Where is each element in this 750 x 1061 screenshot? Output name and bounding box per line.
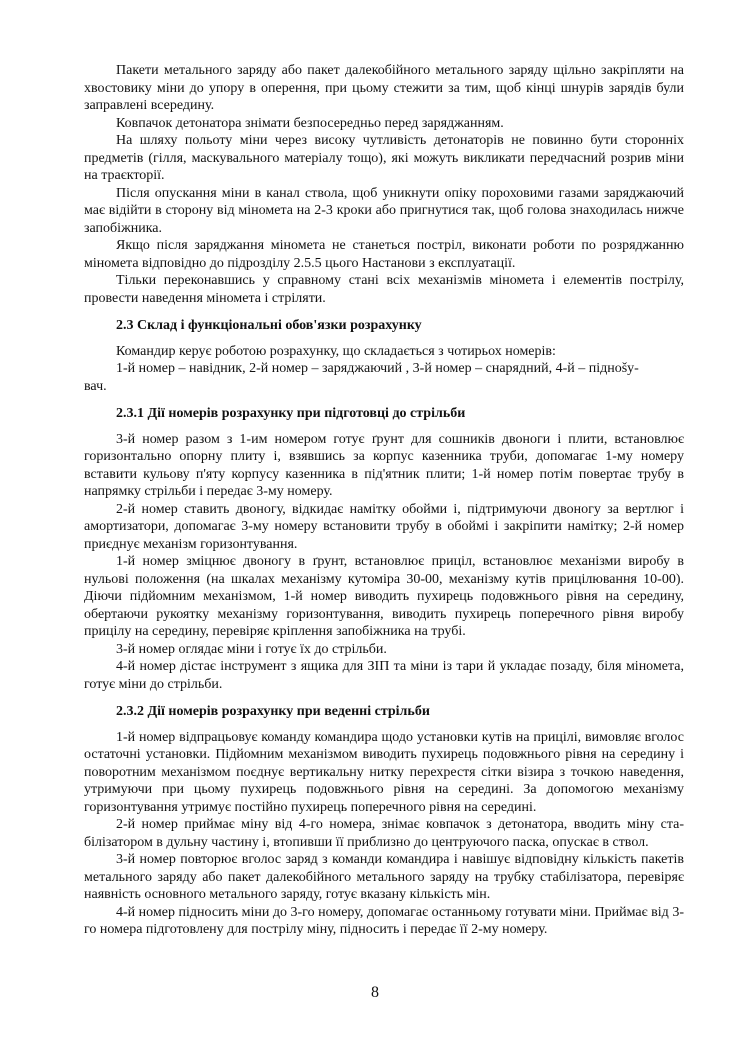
paragraph: 2-й номер ставить двоногу, відкидає намітку обойми і, підтримуючи двоногу за вертлюг і амортизатори, допомагає 3-му номеру встановити трубу в обоймі і закріпити намітку; 2-й номер приєднує механізм горизонтування. <box>84 501 684 552</box>
paragraph: 3-й номер повторює вголос заряд з команди командира і навішує відповідну кількість пакетів метального заряду або пакет далекобійного метального заряду на трубку стабілізатора, перевіряє наявність основного метального заряду, готує вказану кількість мін. <box>84 852 684 902</box>
paragraph-continuation: вач. <box>84 378 107 394</box>
paragraph: 1-й номер відпрацьовує команду командира щодо установки кутів на прицілі, вимовляє вголос остаточні установки. Підйомним механізмом виводить пухирець подовжнього рівня на середину і поворотним механізмом поєднує вертикальну нитку перехрестя сітки візира з точкою наведення, утримуючи при цьому пухирець подовжнього рівня на середині. За допомогою механізму горизонтування утримує постійно пухирець поперечного рівня на середині. <box>84 729 684 815</box>
paragraph: Якщо після заряджання міномета не станеться постріл, виконати роботи по розряджанню міномета відповідно до підрозділу 2.5.5 цього Настанови з експлуатації. <box>84 238 684 271</box>
paragraph: Командир керує роботою розрахунку, що складається з чотирьох номерів: <box>116 343 556 359</box>
paragraph: 3-й номер разом з 1-им номером готує ґрунт для сошників двоноги і плити, встановлює горизонтально опорну плиту і, взявшись за корпус казенника труби, допомагає 1-му номеру вставити кульову п'яту корпусу казенника в під'ятник плити; 1-й номер потім повертає трубу в напрямку стрільби і передає 3-му номеру. <box>84 431 684 499</box>
section-heading-2-3-1: 2.3.1 Дії номерів розрахунку при підготовці до стрільби <box>116 406 466 421</box>
paragraph: 2-й номер приймає міну від 4-го номера, знімає ковпачок з детонатора, вводить міну стабілізатором в дульну частину і, втопивши її приблизно до центруючого паска, опускає в ствол. <box>84 817 684 850</box>
paragraph: Пакети метального заряду або пакет далекобійного метального заряду щільно закріпляти на хвостовику міни до упору в оперення, при цьому стежити за тим, щоб кінці шнурів зарядів були заправлені всередину. <box>84 63 684 113</box>
section-heading-2-3: 2.3 Склад і функціональні обов'язки розрахунку <box>116 318 422 333</box>
paragraph: 1-й номер зміцнює двоногу в ґрунт, встановлює приціл, встановлює механізми виробу в нульові положення (на шкалах механізму кутоміра 30-00, механізму кутів прицілювання 10-00). Діючи підйомним механізмом, 1-й номер виводить пухирець подовжнього рівня на середину, обертаючи рукоятку механізму горизонтування, виводить пухирець поперечного рівня виробу прицілу на середину, перевіряє кріплення запобіжника на трубі. <box>84 554 684 639</box>
paragraph: 1-й номер – навідник, 2-й номер – заряджаючий , 3-й номер – снарядний, 4-й – піднošу- <box>116 361 639 376</box>
paragraph: Ковпачок детонатора знімати безпосередньо перед заряджанням. <box>116 115 504 131</box>
section-heading-2-3-2: 2.3.2 Дії номерів розрахунку при веденні стрільби <box>116 704 430 719</box>
paragraph: 4-й номер підносить міни до 3-го номеру, допомагає останньому готувати міни. Приймає від 3-го номера підготовлену для пострілу міну, підносить і передає її 2-му номеру. <box>84 904 684 937</box>
paragraph: 4-й номер дістає інструмент з ящика для ЗІП та міни із тари й укладає позаду, біля міномета, готує міни до стрільби. <box>84 659 684 692</box>
paragraph: 3-й номер оглядає міни і готує їх до стрільби. <box>116 641 387 657</box>
paragraph: Тільки переконавшись у справному стані всіх механізмів міномета і елементів пострілу, провести наведення міномета і стріляти. <box>84 273 684 306</box>
page-content <box>84 62 684 939</box>
paragraph: На шляху польоту міни через високу чутливість детонаторів не повинно бути сторонніх предметів (гілля, маскувального матеріалу тощо), які можуть викликати передчасний розрив міни на траєкторії. <box>84 133 684 183</box>
paragraph: Після опускання міни в канал ствола, щоб уникнути опіку пороховими газами заряджаючий має відійти в сторону від міномета на 2-3 кроки або пригнутися так, щоб голова знаходилась нижче запобіжника. <box>84 185 684 236</box>
page-number: 8 <box>371 984 379 1001</box>
